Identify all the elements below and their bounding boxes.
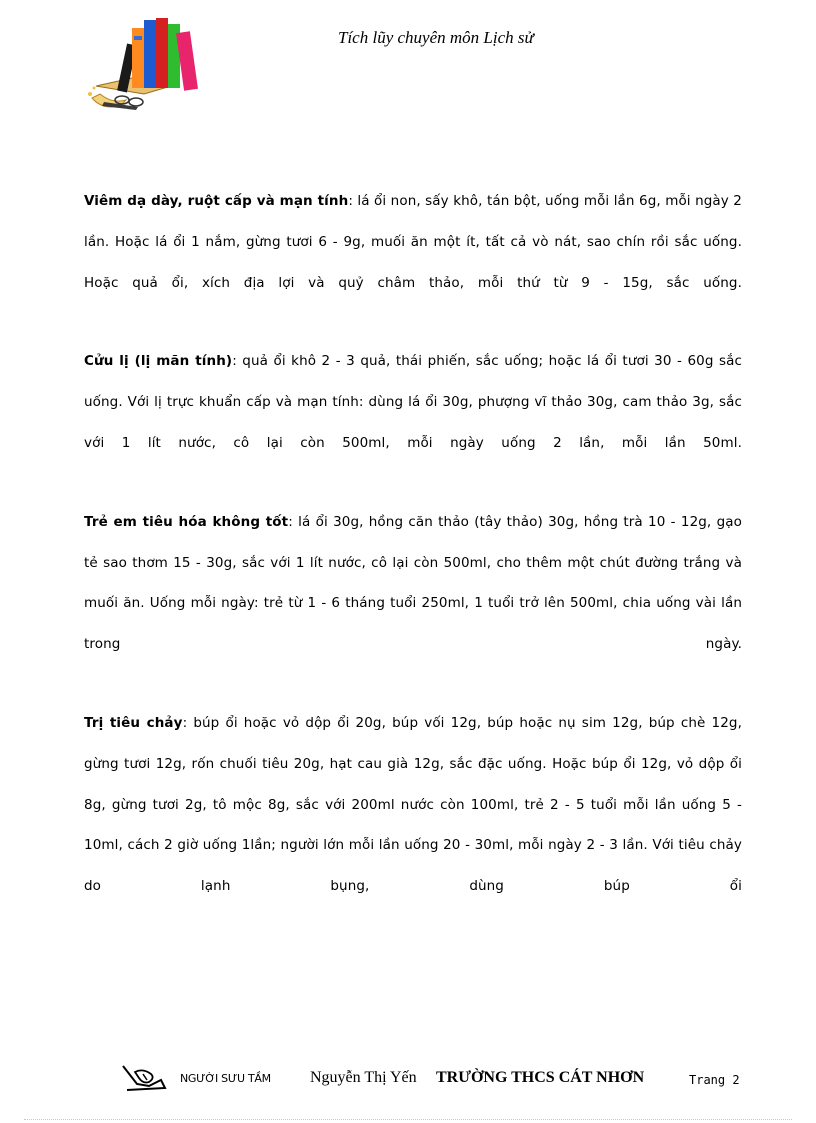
page-number: Trang 2 (689, 1073, 740, 1087)
paragraph-text: : lá ổi 30g, hồng căn thảo (tây thảo) 30g, hồng trà 10 - 12g, gạo tẻ sao thơm 15 - 30g, sắc với 1 lít nước, cô lại còn 500ml, cho thêm một chút đường trắng và muối ăn. Uống mỗi ngày: trẻ từ 1 - 6 tháng tuổi 250ml, 1 tuổi trở lên 500ml, chia uống vài lần trong ngày. (84, 513, 742, 653)
paragraph-text: : lá ổi non, sấy khô, tán bột, uống mỗi lần 6g, mỗi ngày 2 lần. Hoặc lá ổi 1 nắm, gừng tươi 6 - 9g, muối ăn một ít, tất cả vò nát, sao chín rồi sắc uống. Hoặc quả ổi, xích địa lợi và quỷ châm thảo, mỗi thứ từ 9 - 15g, sắc uống. (84, 193, 742, 291)
document-body (84, 181, 742, 945)
paragraph-child-digestion (84, 502, 742, 665)
writing-hand-icon (121, 1062, 167, 1092)
page-header-title: Tích lũy chuyên môn Lịch sử (338, 28, 534, 47)
paragraph-chronic-dysentery (84, 341, 742, 463)
paragraph-heading: Trị tiêu chảy (84, 714, 183, 731)
paragraph-heading: Trẻ em tiêu hóa không tốt (84, 513, 289, 530)
bottom-divider (24, 1119, 792, 1120)
paragraph-text: : quả ổi khô 2 - 3 quả, thái phiến, sắc uống; hoặc lá ổi tươi 30 - 60g sắc uống. Với lị trực khuẩn cấp và mạn tính: dùng lá ổi 30g, phượng vĩ thảo 30g, cam thảo 3g, sắc với 1 lít nước, cô lại còn 500ml, mỗi ngày uống 2 lần, mỗi lần 50ml. (84, 353, 742, 451)
paragraph-heading: Cửu lị (lị mãn tính) (84, 353, 233, 370)
collector-label: NGƯỜI SƯU TẦM (180, 1072, 271, 1085)
books-icon (82, 14, 210, 112)
paragraph-gastritis (84, 181, 742, 303)
page-footer (0, 1062, 816, 1092)
author-name: Nguyễn Thị Yến (310, 1069, 417, 1086)
paragraph-text: : búp ổi hoặc vỏ dộp ổi 20g, búp vối 12g, búp hoặc nụ sim 12g, búp chè 12g, gừng tươi 12g, rốn chuối tiêu 20g, hạt cau già 12g, sắc đặc uống. Hoặc búp ổi 12g, vỏ dộp ổi 8g, gừng tươi 2g, tô mộc 8g, sắc với 200ml nước còn 100ml, trẻ 2 - 5 tuổi mỗi lần uống 5 - 10ml, cách 2 giờ uống 1lần; người lớn mỗi lần uống 20 - 30ml, mỗi ngày 2 - 3 lần. Với tiêu chảy do lạnh bụng, dùng búp ổi (84, 714, 742, 895)
paragraph-diarrhea (84, 703, 742, 907)
school-name: TRƯỜNG THCS CÁT NHƠN (436, 1069, 645, 1086)
paragraph-heading: Viêm dạ dày, ruột cấp và mạn tính (84, 193, 349, 209)
